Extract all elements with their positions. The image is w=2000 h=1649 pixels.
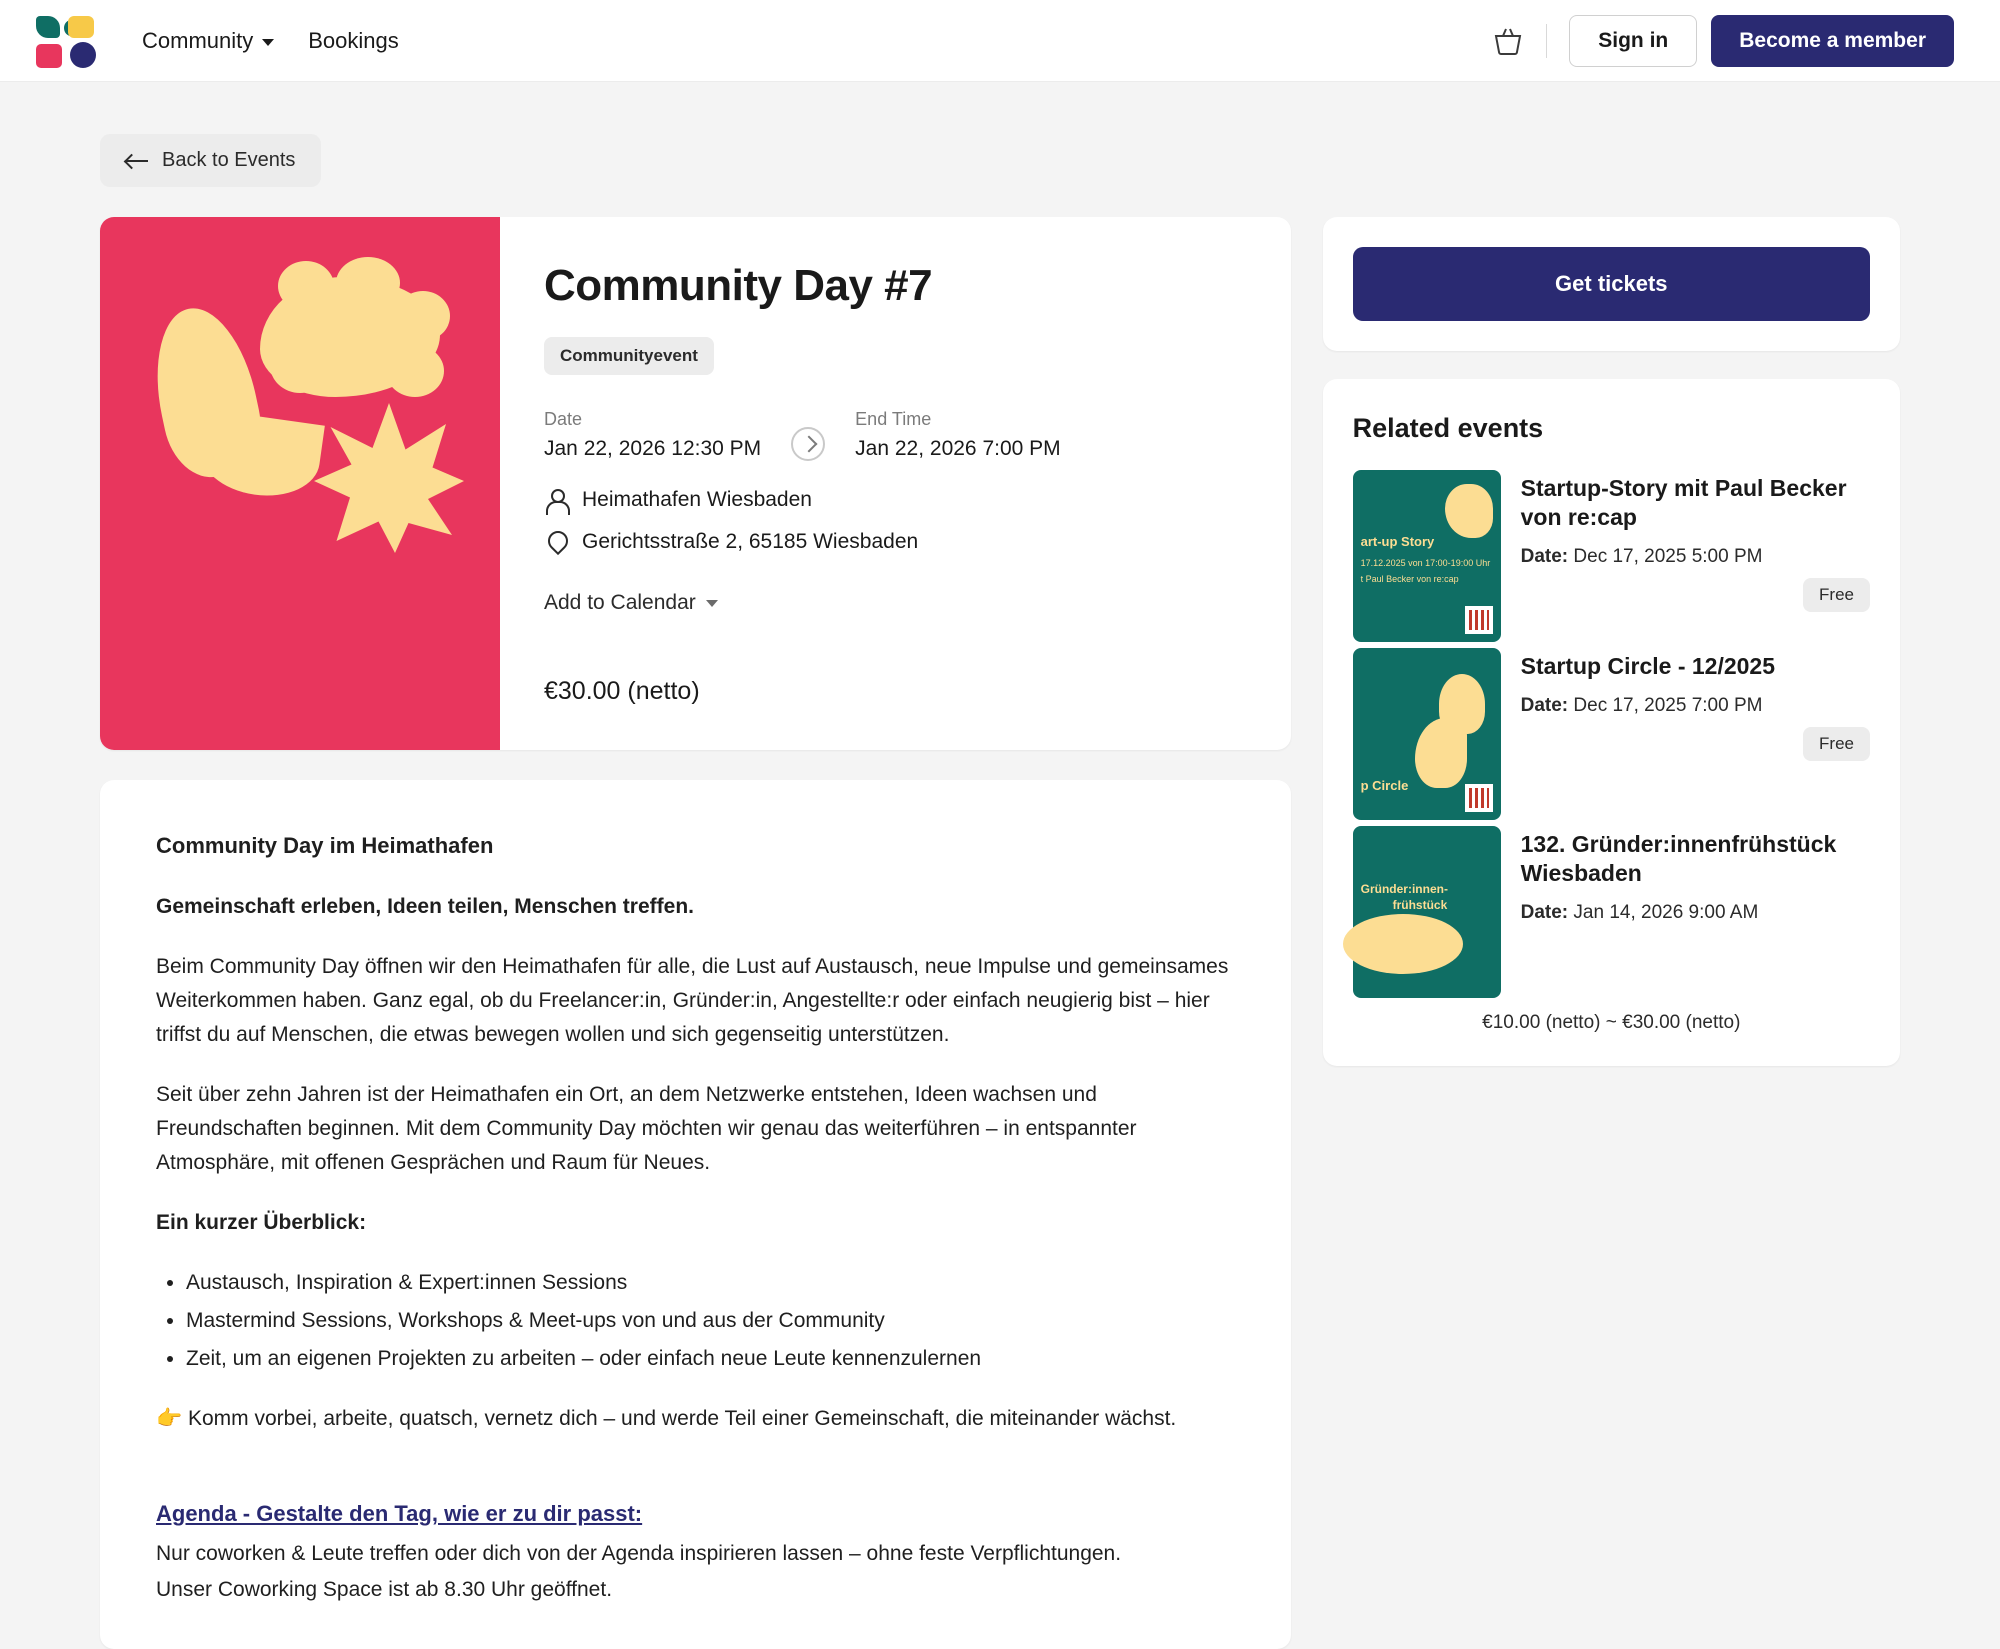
page-title: Community Day #7 — [544, 261, 933, 310]
sign-in-button[interactable]: Sign in — [1569, 15, 1697, 67]
location-pin-icon — [544, 529, 568, 555]
event-end-label: End Time — [855, 409, 932, 429]
event-description-card — [100, 780, 1291, 1649]
event-end-value: Jan 22, 2026 7:00 PM — [855, 437, 1061, 460]
event-start-value: Jan 22, 2026 12:30 PM — [544, 437, 762, 460]
list-item[interactable] — [1353, 826, 1870, 998]
list-item: • Austausch, Inspiration & Expert:innen Sessions — [186, 1266, 1235, 1300]
thumbnail-text: 17.12.2025 von 17:00-19:00 Uhr — [1360, 558, 1491, 568]
related-events-title: Related events — [1352, 413, 1544, 443]
related-event-badge-row — [1521, 578, 1870, 612]
status-badge: Free — [1803, 578, 1870, 612]
page-content — [0, 82, 2000, 1649]
primary-nav — [142, 28, 399, 54]
get-tickets-button[interactable]: Get tickets — [1353, 247, 1870, 321]
related-event-date-label: Date: — [1520, 901, 1569, 923]
description-cta-line: 👉 Komm vorbei, arbeite, quatsch, vernetz dich – und werde Teil einer Gemeinschaft, die miteinander wächst. — [156, 1406, 1177, 1430]
qr-code-icon — [1465, 784, 1493, 812]
event-start-label: Date — [544, 409, 583, 429]
list-item[interactable] — [1353, 648, 1870, 820]
event-datetime — [544, 409, 1239, 461]
nav-item-community[interactable] — [142, 28, 274, 54]
related-events-card — [1323, 379, 1900, 1066]
chevron-down-icon — [706, 600, 718, 607]
header-divider — [1546, 24, 1547, 58]
thumbnail-text: t Paul Becker von re:cap — [1360, 574, 1459, 584]
site-header — [0, 0, 2000, 82]
related-event-body — [1521, 826, 1870, 998]
related-event-date — [1521, 546, 1870, 568]
header-actions — [1492, 15, 1954, 67]
related-event-body — [1521, 470, 1870, 642]
back-to-events-label: Back to Events — [162, 149, 296, 171]
related-event-title: Startup-Story mit Paul Becker von re:cap — [1520, 475, 1847, 530]
add-to-calendar-label: Add to Calendar — [544, 591, 696, 614]
description-paragraph-1: Beim Community Day öffnen wir den Heimathafen für alle, die Lust auf Austausch, neue Impulse und gemeinsames Weiterkommen haben. Ganz egal, ob du Freelancer:in, Gründer:in, Angestellte:r oder einfach neugierig bist – hier triffst du auf Menschen, die etwas bewegen wollen und sich gegenseitig unterstützen. — [156, 954, 1229, 1046]
become-member-button[interactable]: Become a member — [1711, 15, 1954, 67]
related-event-title: 132. Gründer:innenfrühstück Wiesbaden — [1520, 831, 1837, 886]
list-item[interactable] — [1353, 470, 1870, 642]
thumbnail-text: Gründer:innen- — [1360, 882, 1448, 896]
description-heading: Community Day im Heimathafen — [156, 833, 494, 858]
description-bullets — [186, 1266, 1235, 1376]
related-event-date-value: Jan 14, 2026 9:00 AM — [1573, 901, 1759, 923]
event-host-row — [544, 487, 1239, 513]
chevron-down-icon — [262, 39, 274, 46]
agenda-link[interactable]: Agenda - Gestalte den Tag, wie er zu dir passt: — [156, 1500, 643, 1526]
related-event-thumbnail — [1353, 470, 1501, 642]
description-subheading: Gemeinschaft erleben, Ideen teilen, Menschen treffen. — [156, 894, 694, 918]
description-overview-label: Ein kurzer Überblick: — [156, 1210, 367, 1234]
nav-item-bookings[interactable] — [308, 28, 399, 54]
event-category-tag: Communityevent — [544, 337, 714, 375]
event-price: €30.00 (netto) — [544, 677, 700, 705]
event-location-row — [544, 529, 1239, 555]
related-event-thumbnail — [1353, 826, 1501, 998]
related-event-date-value: Dec 17, 2025 5:00 PM — [1573, 545, 1763, 567]
main-column — [100, 217, 1291, 1649]
person-icon — [544, 487, 568, 513]
related-event-thumbnail — [1353, 648, 1501, 820]
sidebar — [1323, 217, 1900, 1066]
related-event-date-label: Date: — [1520, 694, 1569, 716]
arrow-left-icon — [126, 154, 148, 168]
list-item: • Mastermind Sessions, Workshops & Meet-ups von und aus der Community — [186, 1304, 1235, 1338]
add-to-calendar-button[interactable] — [544, 591, 718, 615]
basket-icon[interactable] — [1492, 26, 1524, 56]
event-start — [544, 409, 761, 461]
thumbnail-text: frühstück — [1392, 898, 1448, 912]
thumbnail-text: art-up Story — [1360, 534, 1435, 549]
related-event-date — [1521, 695, 1870, 717]
agenda-line-2: Unser Coworking Space ist ab 8.30 Uhr geöffnet. — [156, 1578, 613, 1602]
event-hero-card — [100, 217, 1291, 750]
back-to-events-button[interactable] — [100, 134, 321, 187]
list-item: • Zeit, um an eigenen Projekten zu arbeiten – oder einfach neue Leute kennenzulernen — [186, 1342, 1235, 1376]
event-end — [855, 409, 1060, 461]
brand-logo[interactable] — [34, 14, 102, 68]
qr-code-icon — [1465, 606, 1493, 634]
description-paragraph-2: Seit über zehn Jahren ist der Heimathafen ein Ort, an dem Netzwerke entstehen, Ideen wachsen und Freundschaften beginnen. Mit dem Community Day möchten wir genau das weiterführen – in entspannter Atmosphäre, mit offenen Gesprächen und Raum für Neues. — [156, 1082, 1137, 1174]
page-layout — [100, 217, 1900, 1649]
event-address: Gerichtsstraße 2, 65185 Wiesbaden — [582, 530, 919, 553]
event-host: Heimathafen Wiesbaden — [582, 488, 812, 511]
arrow-right-icon — [791, 427, 825, 461]
related-event-body — [1521, 648, 1870, 820]
related-event-badge-row — [1521, 727, 1870, 761]
status-badge: Free — [1803, 727, 1870, 761]
related-event-price: €10.00 (netto) ~ €30.00 (netto) — [1482, 1012, 1741, 1033]
nav-item-bookings-label: Bookings — [308, 27, 399, 53]
thumbnail-text: p Circle — [1360, 778, 1409, 793]
tickets-card — [1323, 217, 1900, 351]
related-event-date-value: Dec 17, 2025 7:00 PM — [1573, 694, 1763, 716]
agenda-line-1: Nur coworken & Leute treffen oder dich von der Agenda inspirieren lassen – ohne feste Verpflichtungen. — [156, 1542, 1122, 1566]
related-event-title: Startup Circle - 12/2025 — [1520, 653, 1776, 679]
nav-item-community-label: Community — [142, 27, 254, 53]
event-summary — [500, 217, 1291, 750]
related-event-date — [1521, 902, 1870, 924]
basket-icon-svg — [1492, 26, 1524, 56]
event-cover-image — [100, 217, 500, 750]
related-event-date-label: Date: — [1520, 545, 1569, 567]
